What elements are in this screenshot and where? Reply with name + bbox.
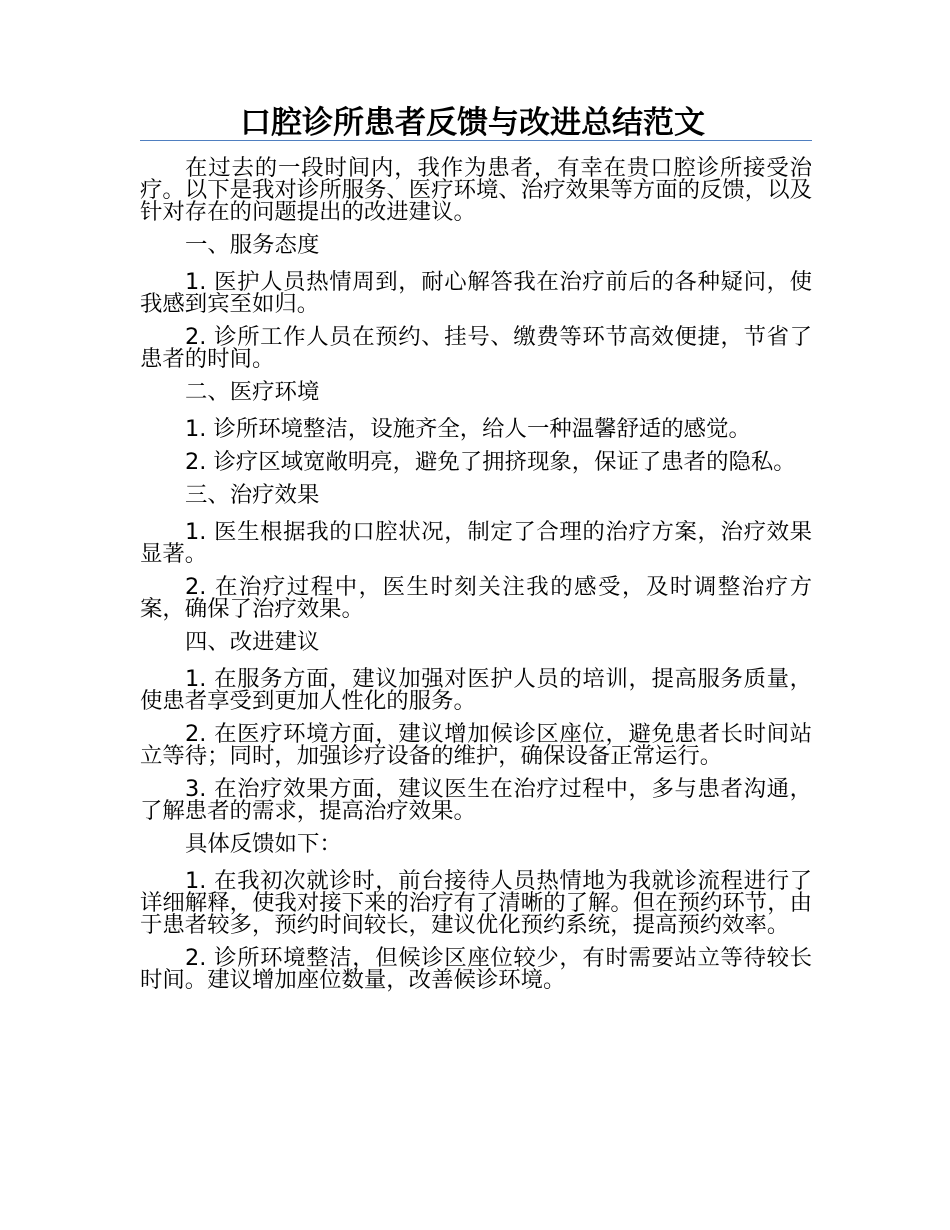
- paragraph: 2. 诊所工作人员在预约、挂号、缴费等环节高效便捷，节省了患者的时间。: [140, 324, 812, 372]
- title-block: [140, 104, 812, 142]
- paragraph: 3. 在治疗效果方面，建议医生在治疗过程中，多与患者沟通，了解患者的需求，提高治疗效果。: [140, 776, 812, 824]
- section-heading-service: 一、服务态度: [185, 232, 320, 258]
- paragraph: 1. 在我初次就诊时，前台接待人员热情地为我就诊流程进行了详细解释，使我对接下来的治疗有了清晰的了解。但在预约环节，由于患者较多，预约时间较长，建议优化预约系统，提高预约效率。: [140, 868, 812, 938]
- section-heading-treatment: 三、治疗效果: [185, 482, 320, 508]
- title-underline: [140, 140, 812, 141]
- section-heading-environment: 二、医疗环境: [185, 379, 320, 405]
- paragraph: 1. 医护人员热情周到，耐心解答我在治疗前后的各种疑问，使我感到宾至如归。: [140, 269, 812, 317]
- page-title: 口腔诊所患者反馈与改进总结范文: [240, 105, 705, 141]
- paragraph: 1. 医生根据我的口腔状况，制定了合理的治疗方案，治疗效果显著。: [140, 519, 812, 567]
- section-heading-suggestions: 四、改进建议: [185, 629, 320, 655]
- paragraph: 2. 在医疗环境方面，建议增加候诊区座位，避免患者长时间站立等待；同时，加强诊疗设备的维护，确保设备正常运行。: [140, 721, 812, 769]
- paragraph: 2. 诊疗区域宽敞明亮，避免了拥挤现象，保证了患者的隐私。: [185, 449, 796, 475]
- document-body: [140, 157, 812, 1002]
- section-heading-details: 具体反馈如下：: [185, 831, 342, 857]
- paragraph: 1. 诊所环境整洁，设施齐全，给人一种温馨舒适的感觉。: [185, 416, 751, 442]
- paragraph: 1. 在服务方面，建议加强对医护人员的培训，提高服务质量，使患者享受到更加人性化的服务。: [140, 666, 812, 714]
- paragraph: 2. 诊所环境整洁，但候诊区座位较少，有时需要站立等待较长时间。建议增加座位数量，改善候诊环境。: [140, 945, 812, 993]
- paragraph: 2. 在治疗过程中，医生时刻关注我的感受，及时调整治疗方案，确保了治疗效果。: [140, 574, 812, 622]
- intro-paragraph: 在过去的一段时间内，我作为患者，有幸在贵口腔诊所接受治疗。以下是我对诊所服务、医疗环境、治疗效果等方面的反馈，以及针对存在的问题提出的改进建议。: [140, 155, 812, 225]
